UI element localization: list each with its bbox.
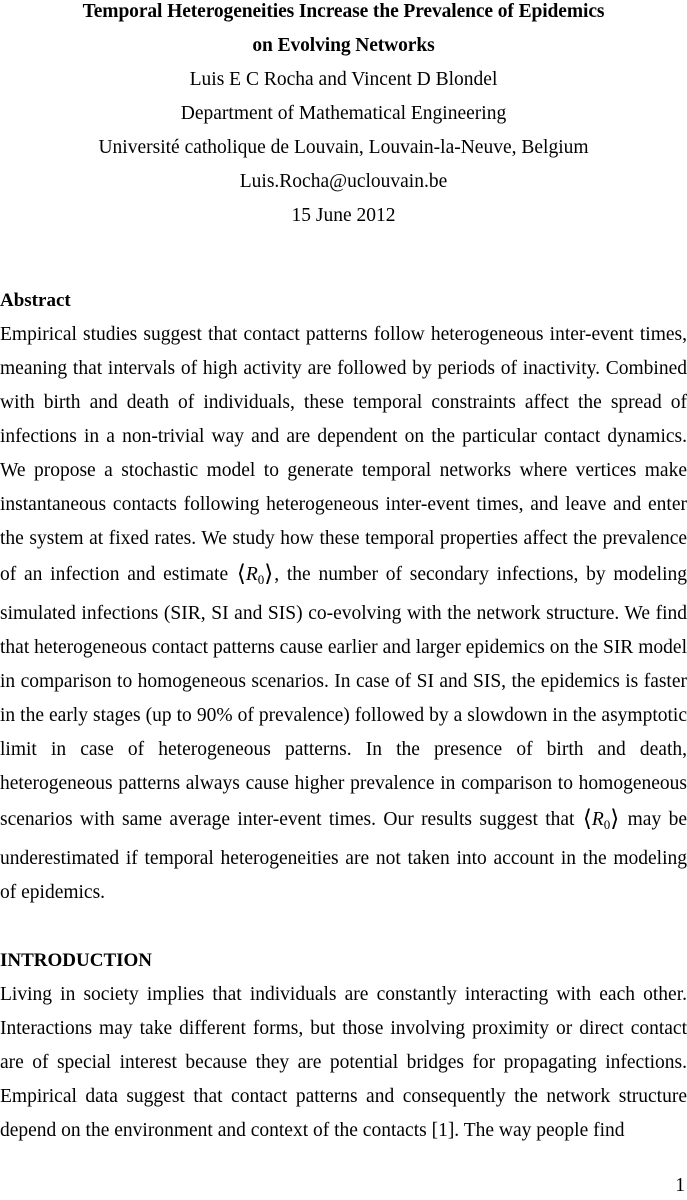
- introduction-heading: INTRODUCTION: [0, 950, 153, 971]
- abstract-text-part-3: may be underestimated if temporal heterogeneities are not taken into account in the modeling of epidemics.: [0, 809, 687, 903]
- paper-affiliation: Université catholique de Louvain, Louvain-la-Neuve, Belgium: [98, 137, 589, 158]
- abstract-text-part-2: , the number of secondary infections, by modeling simulated infections (SIR, SI and SIS) co-evolving with the network structure. We find that heterogeneous contact patterns cause earlier and larger epidemics on the SIR model in comparison to homogeneous scenarios. In case of SI and SIS, the epidemics is faster in the early stages (up to 90% of prevalence) followed by a slowdown in the asymptotic limit in case of heterogeneous patterns. In the presence of birth and death, heterogeneous patterns always cause higher prevalence in comparison to homogeneous scenarios with same average inter-event times. Our results suggest that: [0, 564, 687, 830]
- angle-bracket-open-icon: ⟨: [582, 806, 592, 831]
- abstract-introduction-spacer: [0, 910, 687, 944]
- title-abstract-spacer: [0, 233, 687, 267]
- angle-bracket-open-icon: ⟨: [236, 561, 246, 586]
- abstract-heading: Abstract: [0, 290, 71, 311]
- page-number: 1: [675, 1175, 685, 1196]
- paper-department: Department of Mathematical Engineering: [180, 103, 507, 124]
- paper-title-line-2: on Evolving Networks: [252, 35, 435, 56]
- paper-date: 15 June 2012: [291, 205, 396, 226]
- math-r0-expected-value-1: [236, 561, 274, 587]
- paper-contact-email: Luis.Rocha@uclouvain.be: [239, 171, 448, 192]
- angle-bracket-close-icon: ⟩: [264, 561, 274, 586]
- title-abstract-spacer-half: [0, 267, 687, 284]
- math-variable-r: R: [245, 564, 258, 585]
- paper-authors: Luis E C Rocha and Vincent D Blondel: [189, 69, 498, 90]
- math-subscript-zero: 0: [257, 572, 265, 587]
- abstract-body: [0, 318, 687, 910]
- abstract-text-part-1: Empirical studies suggest that contact patterns follow heterogeneous inter-event times, meaning that intervals of high activity are followed by periods of inactivity. Combined with birth and death of individuals, these temporal constraints affect the spread of infections in a non-trivial way and are dependent on the particular contact dynamics. We propose a stochastic model to generate temporal networks where vertices make instantaneous contacts following heterogeneous inter-event times, and leave and enter the system at fixed rates. We study how these temporal properties affect the prevalence of an infection and estimate: [0, 324, 687, 585]
- math-r0-expected-value-2: [582, 806, 620, 832]
- math-variable-r: R: [591, 809, 604, 830]
- angle-bracket-close-icon: ⟩: [610, 806, 620, 831]
- math-subscript-zero: 0: [603, 817, 611, 832]
- introduction-paragraph: Living in society implies that individuals are constantly interacting with each other. Interactions may take different forms, but those involving proximity or direct contact are of special interest because they are potential bridges for propagating infections. Empirical data suggest that contact patterns and consequently the network structure depend on the environment and context of the contacts [1]. The way people find: [0, 984, 687, 1141]
- paper-title-line-1: Temporal Heterogeneities Increase the Prevalence of Epidemics: [82, 1, 605, 22]
